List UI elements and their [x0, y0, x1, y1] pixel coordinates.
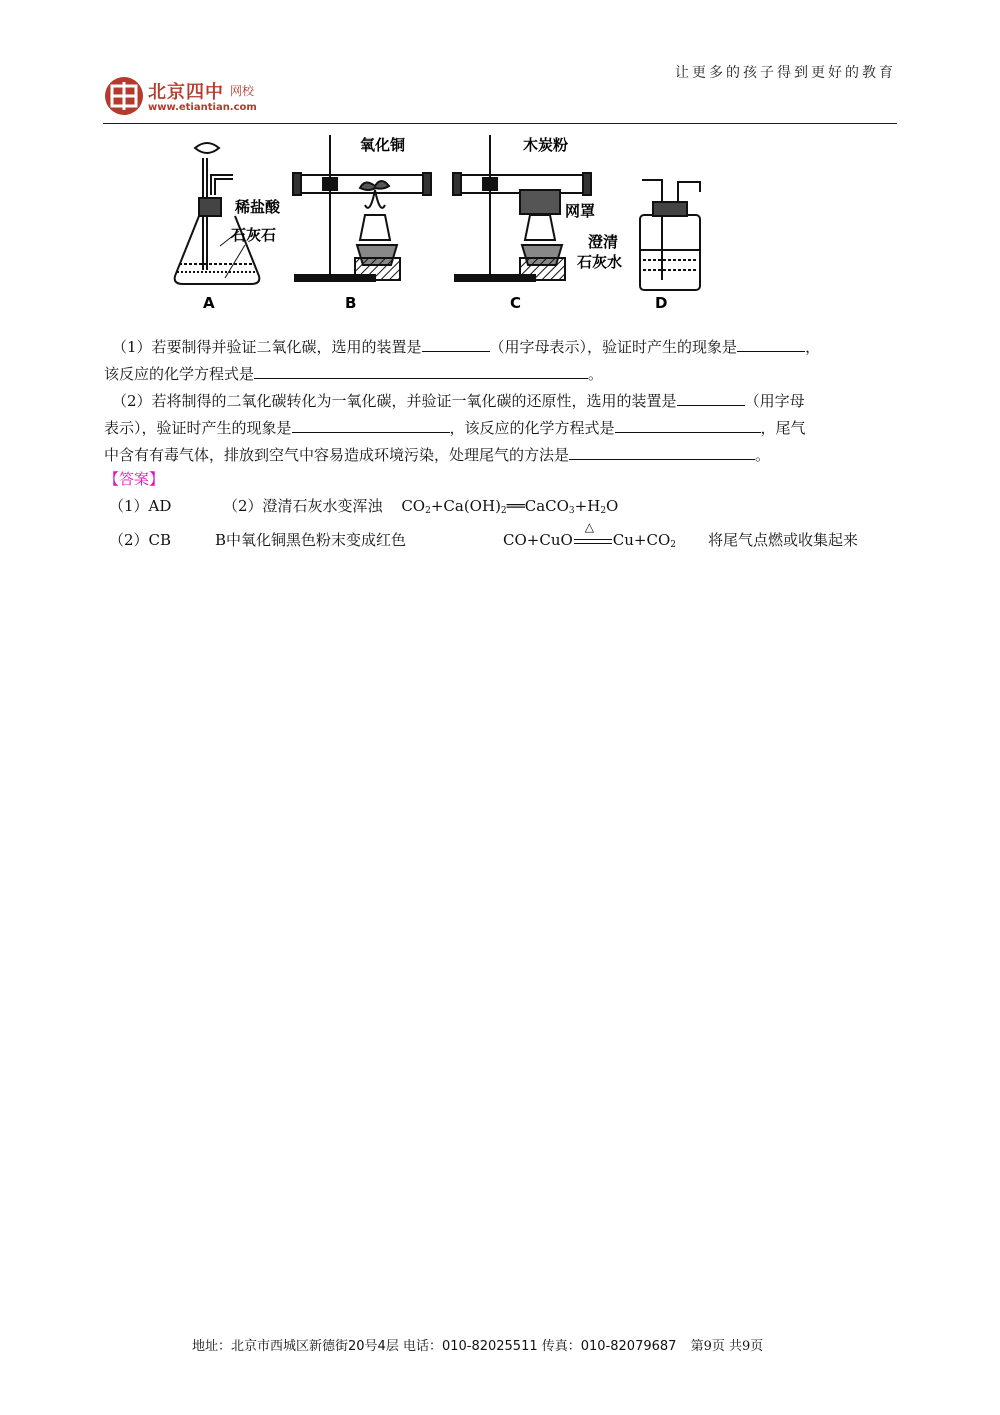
answer-2 — [109, 520, 859, 554]
header-slogan: 让更多的孩子得到更好的教育 — [675, 65, 896, 81]
answer-1-label: （1）AD — [109, 497, 172, 515]
apparatus-b-figure — [293, 135, 431, 281]
answer-blank — [737, 334, 805, 352]
letter-d: D — [655, 294, 668, 312]
answer-blank — [422, 334, 490, 352]
question-2-line-3: 中含有有毒气体，排放到空气中容易造成环境污染，处理尾气的方法是 。 — [104, 442, 770, 469]
answer-2-label: （2）CB — [109, 531, 172, 549]
apparatus-d-figure — [640, 180, 700, 290]
heat-symbol: △ — [584, 520, 595, 534]
answer-blank — [254, 361, 588, 379]
logo-sub: 网校 — [230, 84, 255, 98]
logo-emblem-icon — [103, 74, 149, 120]
letter-c: C — [510, 294, 522, 312]
answer-2-method: 将尾气点燃或收集起来 — [708, 531, 859, 549]
letter-b: B — [345, 294, 357, 312]
label-acid: 稀盐酸 — [235, 198, 281, 216]
page-footer — [192, 1335, 763, 1354]
answer-blank — [677, 388, 745, 406]
equation-2: CO+CuO △ $Cu+CO_2$ — [503, 531, 676, 549]
label-charcoal: 木炭粉 — [523, 136, 569, 154]
question-1-line-1: （1）若要制得并验证二氧化碳，选用的装置是 （用字母表示），验证时产生的现象是 ， — [112, 334, 820, 361]
apparatus-diagram — [165, 130, 710, 315]
answer-1 — [109, 493, 618, 520]
letter-a: A — [203, 294, 215, 312]
label-limestone: 石灰石 — [231, 226, 277, 244]
question-2-line-1: （2）若将制得的二氧化碳转化为一氧化碳，并验证一氧化碳的还原性，选用的装置是 （用字母 — [112, 388, 805, 415]
label-limewater-1: 澄清 — [588, 233, 619, 251]
answer-title: 【答案】 — [104, 470, 165, 488]
logo-name: 北京四中 — [148, 82, 224, 103]
answer-2-observation: B中氧化铜黑色粉末变成红色 — [215, 531, 407, 549]
label-copper-oxide: 氧化铜 — [360, 136, 406, 154]
footer-contact: 地址：北京市西城区新德街20号4层 电话：010-82025511 传真：010-82079687 — [192, 1339, 677, 1354]
answer-blank — [569, 442, 755, 460]
equation-1: $CO_2+Ca(OH)_2══CaCO_3+H_2O$ — [401, 497, 619, 516]
page-number: 第9页 共9页 — [690, 1339, 764, 1354]
question-2-line-2: 表示），验证时产生的现象是 ，该反应的化学方程式是 ，尾气 — [104, 415, 806, 442]
answer-blank — [615, 415, 761, 433]
logo-url: www.etiantian.com — [148, 102, 257, 113]
question-1-line-2: 该反应的化学方程式是 。 — [104, 361, 603, 388]
label-limewater-2: 石灰水 — [577, 253, 623, 271]
header-divider — [103, 123, 897, 124]
answer-blank — [292, 415, 450, 433]
answer-1-observation: （2）澄清石灰水变浑浊 — [223, 497, 383, 515]
label-gauze: 网罩 — [565, 202, 596, 220]
